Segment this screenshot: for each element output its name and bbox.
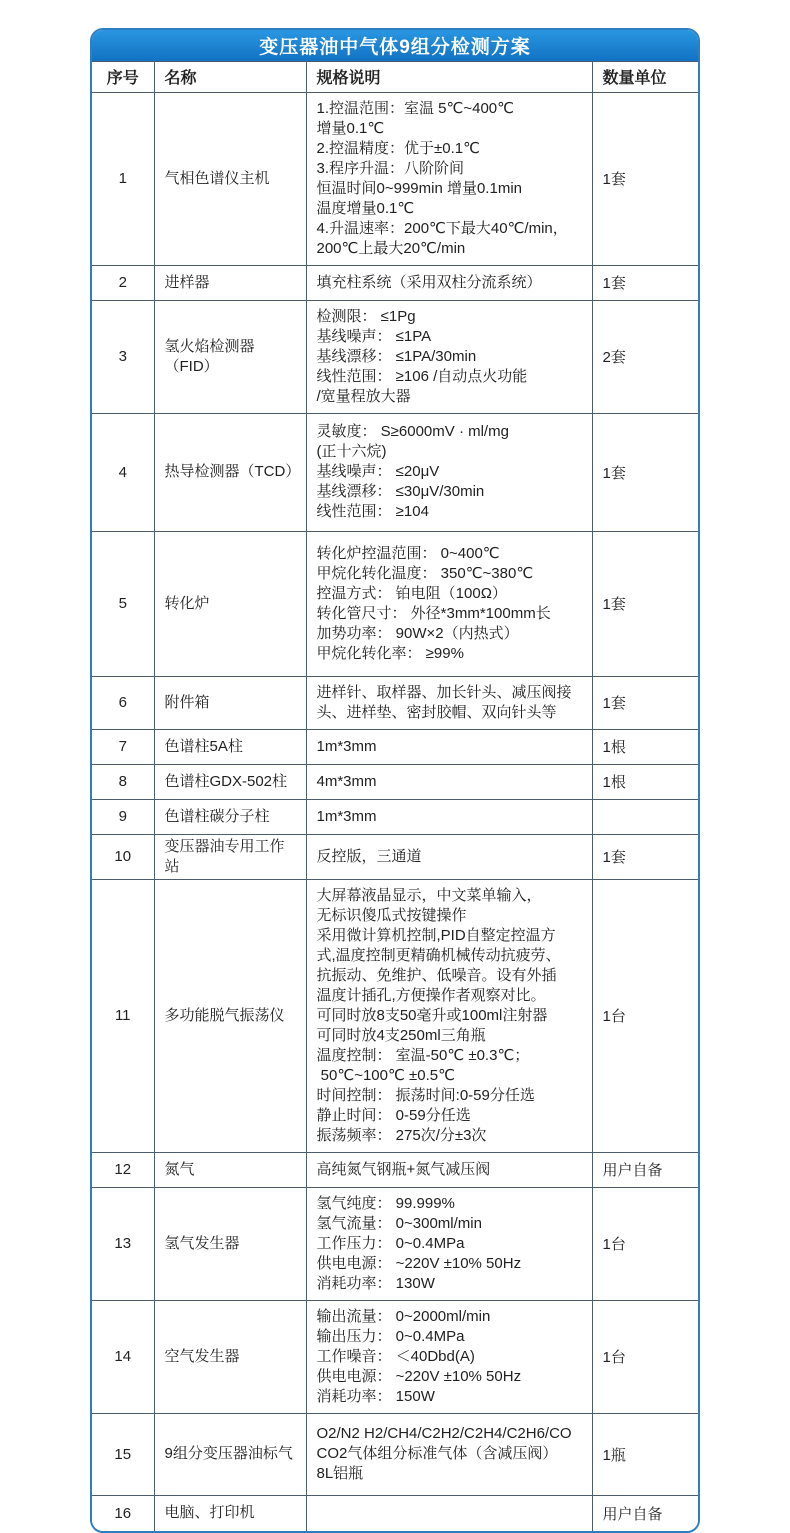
spec-line: 基线漂移： ≤1PA/30min (316, 347, 477, 365)
row-number-cell: 2 (92, 265, 154, 300)
table-row (92, 764, 698, 799)
table-row (92, 300, 698, 413)
spec-line: 式,温度控制更精确机械传动抗疲劳、 (316, 946, 561, 964)
item-name-cell: 氢气发生器 (154, 1187, 306, 1300)
quantity-cell (592, 799, 698, 834)
spec-cell (306, 799, 592, 834)
spec-line: 温度控制： 室温-50℃ ±0.3℃； (316, 1046, 530, 1064)
spec-line: 200℃上最大20℃/min (316, 239, 466, 257)
spec-cell (306, 676, 592, 729)
table-row (92, 1152, 698, 1187)
spec-cell (306, 300, 592, 413)
row-number-cell: 9 (92, 799, 154, 834)
spec-line: 反控版，三通道 (316, 847, 422, 865)
quantity-cell: 1套 (592, 676, 698, 729)
item-name-cell: 变压器油专用工作站 (154, 834, 306, 879)
spec-cell (306, 834, 592, 879)
spec-line: 控温方式： 铂电阻（100Ω） (316, 584, 507, 602)
row-number-cell: 12 (92, 1152, 154, 1187)
column-header-index: 序号 (92, 62, 154, 92)
spec-table-panel (90, 28, 700, 1533)
quantity-cell: 1台 (592, 1300, 698, 1413)
spec-cell (306, 265, 592, 300)
item-name-cell: 氢火焰检测器（FID） (154, 300, 306, 413)
row-number-cell: 10 (92, 834, 154, 879)
spec-cell (306, 879, 592, 1152)
item-name-cell: 转化炉 (154, 531, 306, 676)
spec-line: O2/N2 H2/CH4/C2H2/C2H4/C2H6/CO (316, 1425, 572, 1442)
spec-line: 时间控制： 振荡时间:0-59分任选 (316, 1086, 535, 1104)
spec-line: 灵敏度： S≥6000mV · ml/mg (316, 423, 509, 440)
item-name-cell: 氮气 (154, 1152, 306, 1187)
spec-cell (306, 531, 592, 676)
spec-cell (306, 1413, 592, 1495)
spec-line: 温度增量0.1℃ (316, 199, 415, 217)
spec-line: 检测限： ≤1Pg (316, 307, 416, 325)
spec-line: 8L铝瓶 (316, 1465, 364, 1482)
spec-line: 采用微计算机控制,PID自整定控温方 (316, 926, 556, 944)
table-row (92, 1300, 698, 1413)
table-row (92, 676, 698, 729)
spec-line: 加势功率： 90W×2（内热式） (316, 624, 519, 642)
spec-line: 进样针、取样器、加长针头、减压阀接 (316, 683, 572, 701)
spec-line: 氢气流量： 0~300ml/min (316, 1214, 482, 1232)
column-header-qty: 数量单位 (592, 62, 698, 92)
spec-line: 高纯氮气钢瓶+氮气减压阀 (316, 1160, 491, 1178)
spec-line: 填充柱系统（采用双柱分流系统） (316, 273, 542, 291)
item-name-cell: 电脑、打印机 (154, 1495, 306, 1531)
quantity-cell: 2套 (592, 300, 698, 413)
spec-line: 基线漂移： ≤30μV/30min (316, 483, 485, 500)
spec-line: 振荡频率： 275次/分±3次 (316, 1126, 487, 1144)
item-name-cell: 9组分变压器油标气 (154, 1413, 306, 1495)
spec-line: 氢气纯度： 99.999% (316, 1194, 455, 1212)
spec-cell (306, 729, 592, 764)
spec-line: 转化管尺寸： 外径*3mm*100mm长 (316, 604, 551, 622)
table-row (92, 1413, 698, 1495)
quantity-cell: 1套 (592, 834, 698, 879)
spec-line: 3.程序升温：八阶阶间 (316, 159, 465, 177)
quantity-cell: 1套 (592, 531, 698, 676)
row-number-cell: 11 (92, 879, 154, 1152)
row-number-cell: 3 (92, 300, 154, 413)
table-title: 变压器油中气体9组分检测方案 (92, 30, 698, 62)
spec-line: 工作压力： 0~0.4MPa (316, 1234, 465, 1252)
spec-line: 基线噪声： ≤20μV (316, 463, 440, 480)
spec-line: /宽量程放大器 (316, 387, 411, 405)
quantity-cell: 1套 (592, 92, 698, 265)
table-row (92, 265, 698, 300)
spec-line: 大屏幕液晶显示，中文菜单输入， (316, 886, 542, 904)
item-name-cell: 气相色谱仪主机 (154, 92, 306, 265)
spec-line: 恒温时间0~999min 增量0.1min (316, 179, 522, 197)
table-row (92, 879, 698, 1152)
row-number-cell: 13 (92, 1187, 154, 1300)
table-row (92, 92, 698, 265)
spec-line: 线性范围： ≥106 /自动点火功能 (316, 367, 528, 385)
spec-line: 静止时间： 0-59分任选 (316, 1106, 471, 1124)
quantity-cell: 1套 (592, 413, 698, 531)
spec-line: 1.控温范围：室温 5℃~400℃ (316, 99, 514, 117)
spec-cell (306, 764, 592, 799)
spec-line: 工作噪音： ＜40Dbd(A) (316, 1347, 475, 1365)
spec-line: 线性范围： ≥104 (316, 503, 429, 520)
spec-cell (306, 92, 592, 265)
quantity-cell: 1台 (592, 1187, 698, 1300)
spec-line: 增量0.1℃ (316, 119, 385, 137)
item-name-cell: 色谱柱碳分子柱 (154, 799, 306, 834)
spec-table (92, 62, 698, 1531)
spec-line: 50℃~100℃ ±0.5℃ (316, 1066, 455, 1084)
spec-line: 4m*3mm (316, 772, 377, 790)
spec-line: 基线噪声： ≤1PA (316, 327, 432, 345)
spec-line: 输出压力： 0~0.4MPa (316, 1327, 465, 1345)
row-number-cell: 4 (92, 413, 154, 531)
quantity-cell: 用户自备 (592, 1152, 698, 1187)
item-name-cell: 附件箱 (154, 676, 306, 729)
table-row (92, 531, 698, 676)
quantity-cell: 1根 (592, 729, 698, 764)
spec-line: 供电电源： ~220V ±10% 50Hz (316, 1254, 522, 1272)
spec-cell (306, 1187, 592, 1300)
header-row (92, 62, 698, 92)
quantity-cell: 1套 (592, 265, 698, 300)
table-row (92, 1495, 698, 1531)
table-row (92, 729, 698, 764)
spec-line: 抗振动、免维护、低噪音。设有外插 (316, 966, 557, 984)
spec-line: 消耗功率： 130W (316, 1274, 435, 1292)
item-name-cell: 多功能脱气振荡仪 (154, 879, 306, 1152)
row-number-cell: 16 (92, 1495, 154, 1531)
row-number-cell: 8 (92, 764, 154, 799)
item-name-cell: 空气发生器 (154, 1300, 306, 1413)
table-row (92, 834, 698, 879)
spec-line: 供电电源： ~220V ±10% 50Hz (316, 1367, 522, 1385)
row-number-cell: 5 (92, 531, 154, 676)
quantity-cell: 1根 (592, 764, 698, 799)
quantity-cell: 1瓶 (592, 1413, 698, 1495)
row-number-cell: 1 (92, 92, 154, 265)
spec-line: 温度计插孔,方便操作者观察对比。 (316, 986, 546, 1004)
column-header-spec: 规格说明 (306, 62, 592, 92)
spec-line: 1m*3mm (316, 807, 377, 825)
spec-line: 头、进样垫、密封胶帽、双向针头等 (316, 703, 557, 721)
table-row (92, 413, 698, 531)
quantity-cell: 用户自备 (592, 1495, 698, 1531)
quantity-cell: 1台 (592, 879, 698, 1152)
spec-line: 4.升温速率：200℃下最大40℃/min， (316, 219, 568, 237)
spec-line: 可同时放4支250ml三角瓶 (316, 1026, 486, 1044)
spec-cell (306, 1152, 592, 1187)
row-number-cell: 15 (92, 1413, 154, 1495)
item-name-cell: 进样器 (154, 265, 306, 300)
column-header-name: 名称 (154, 62, 306, 92)
spec-line: 输出流量： 0~2000ml/min (316, 1307, 491, 1325)
item-name-cell: 色谱柱GDX-502柱 (154, 764, 306, 799)
item-name-cell: 热导检测器（TCD） (154, 413, 306, 531)
spec-cell (306, 1495, 592, 1531)
spec-line: 无标识傻瓜式按键操作 (316, 906, 467, 924)
row-number-cell: 6 (92, 676, 154, 729)
spec-line: 1m*3mm (316, 737, 377, 755)
spec-cell (306, 1300, 592, 1413)
spec-line: 可同时放8支50毫升或100ml注射器 (316, 1006, 548, 1024)
spec-line: 甲烷化转化温度： 350℃~380℃ (316, 564, 534, 582)
row-number-cell: 14 (92, 1300, 154, 1413)
item-name-cell: 色谱柱5A柱 (154, 729, 306, 764)
spec-line: 甲烷化转化率： ≥99% (316, 644, 464, 662)
table-row (92, 1187, 698, 1300)
spec-line: 消耗功率： 150W (316, 1387, 435, 1405)
spec-line: 2.控温精度：优于±0.1℃ (316, 139, 480, 157)
spec-line: (正十六烷) (316, 443, 387, 460)
spec-cell (306, 413, 592, 531)
table-row (92, 799, 698, 834)
spec-line: CO2气体组分标准气体（含减压阀） (316, 1445, 558, 1462)
spec-line: 转化炉控温范围： 0~400℃ (316, 544, 500, 562)
row-number-cell: 7 (92, 729, 154, 764)
